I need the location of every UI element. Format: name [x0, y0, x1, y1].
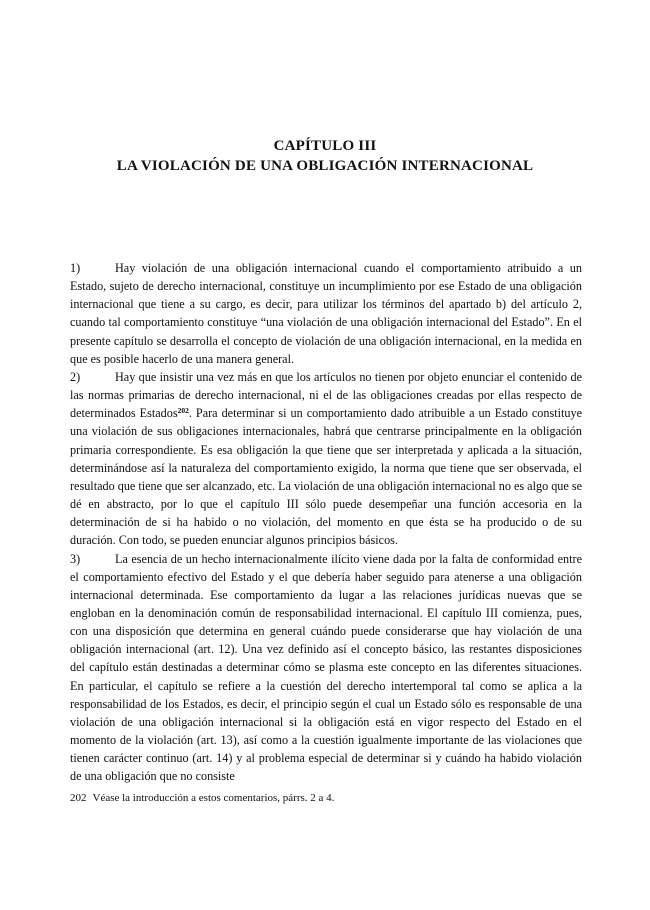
footnote-reference[interactable]: 202	[177, 406, 189, 416]
paragraph-text: Hay violación de una obligación internacional cuando el comportamiento atribuido a un Estado, sujeto de derecho internacional, constituye un incumplimiento por ese Estado de una obligación internacional que tiene a su cargo, es decir, para utilizar los términos del apartado b) del artículo 2, cuando tal comportamiento constituye “una violación de una obligación internacional del Estado”. En el presente capítulo se desarrolla el concepto de violación de una obligación internacional, en la medida en que es posible hacerlo de una manera general.	[70, 261, 582, 366]
body-text	[70, 259, 582, 786]
chapter-number: CAPÍTULO III	[273, 138, 377, 154]
paragraph-1	[70, 259, 582, 368]
chapter-heading	[0, 136, 650, 176]
paragraph-number: 1)	[70, 261, 81, 275]
footnote	[70, 791, 582, 805]
paragraph-number: 3)	[70, 551, 81, 566]
paragraph-2	[70, 368, 582, 550]
paragraph-text: La esencia de un hecho internacionalmente ilícito viene dada por la falta de conformidad entre el comportamiento efectivo del Estado y el que debería haber seguido para atenerse a una obligación internacional determinada. Ese comportamiento da lugar a las relaciones jurídicas nuevas que se engloban en la denominación común de responsabilidad internacional. El capítulo III comienza, pues, con una disposición que determina en general cuándo puede considerarse que hay violación de una obligación internacional (art. 12). Una vez definido así el concepto básico, las restantes disposiciones del capítulo están destinadas a determinar cómo se plasma este concepto en las diferentes situaciones. En particular, el capítulo se refiere a la cuestión del derecho intertemporal tal como se aplica a la responsabilidad de los Estados, es decir, el principio según el cual un Estado sólo es responsable de una violación de una obligación internacional si la obligación está en vigor respecto del Estado en el momento de la violación (art. 13), así como a la cuestión igualmente importante de las violaciones que tienen carácter continuo (art. 14) y al problema especial de determinar si y cuándo ha habido violación de una obligación que no consiste	[70, 551, 582, 784]
paragraph-number: 2)	[70, 369, 81, 384]
footnote-number: 202	[70, 792, 87, 804]
paragraph-3	[70, 550, 582, 786]
chapter-title: LA VIOLACIÓN DE UNA OBLIGACIÓN INTERNACIONAL	[116, 158, 534, 174]
paragraph-text-continued: . Para determinar si un comportamiento dado atribuible a un Estado constituye una violación de sus obligaciones internacionales, habrá que centrarse principalmente en la obligación primaria correspondiente. Es esa obligación la que tiene que ser interpretada y aplicada a la situación, determinándose así la naturaleza del comportamiento exigido, la norma que tiene que ser observada, el resultado que tiene que ser alcanzado, etc. La violación de una obligación internacional no es algo que se dé en abstracto, por lo que el capítulo III sólo puede desempeñar una función accesoria en la determinación de si ha habido o no violación, del momento en que ésta se ha producido o de su duración. Con todo, se pueden enunciar algunos principios básicos.	[70, 406, 583, 548]
paragraph-text: Hay que insistir una vez más en que los artículos no tienen por objeto enunciar el contenido de las normas primarias de derecho internacional, ni el de las obligaciones creadas por ellas respecto de determinados Estados	[70, 369, 582, 421]
footnote-text: Véase la introducción a estos comentarios, párrs. 2 a 4.	[92, 792, 335, 804]
